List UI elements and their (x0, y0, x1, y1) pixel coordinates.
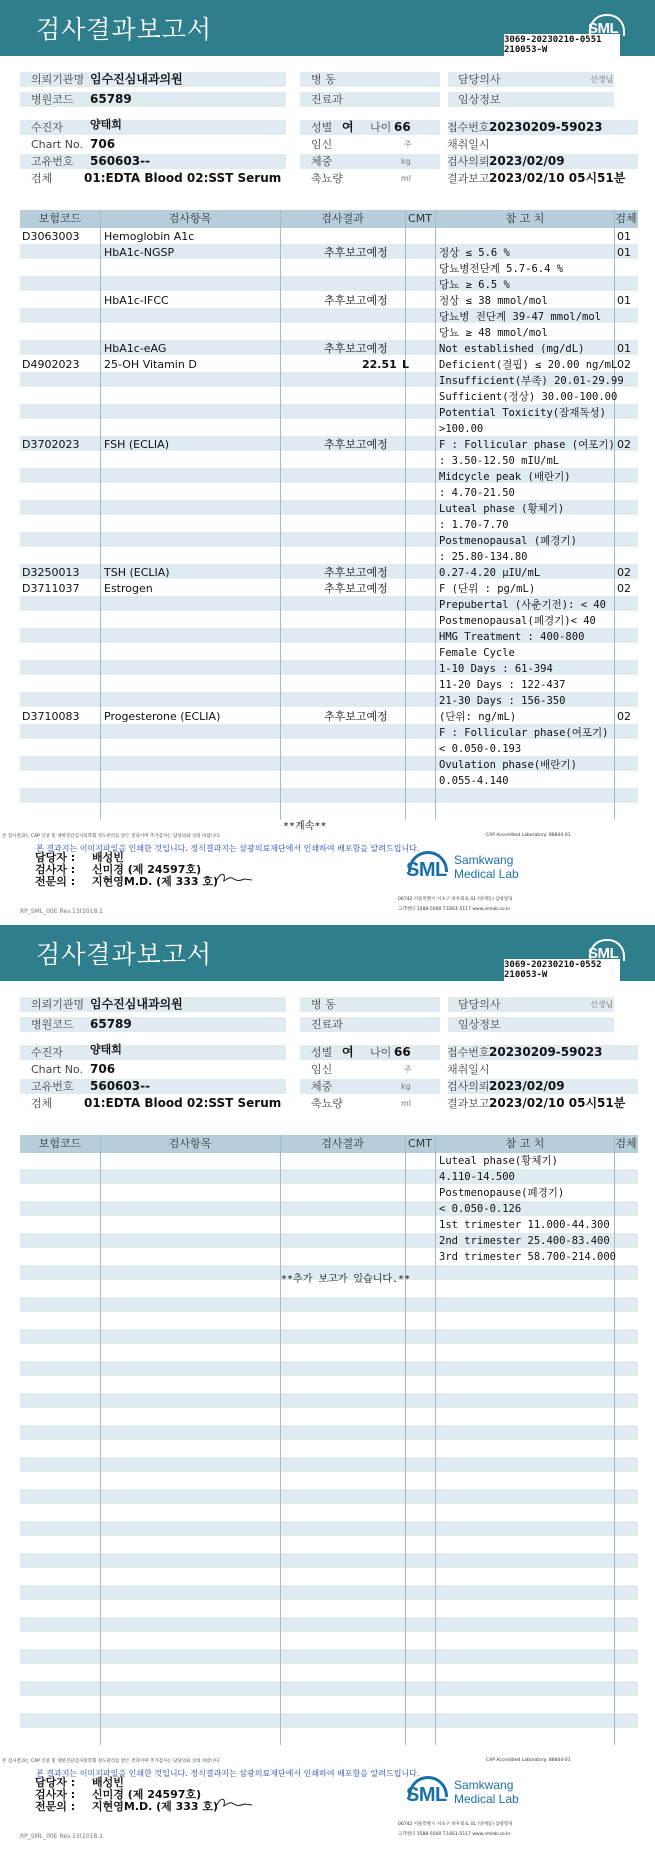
report-title: 검사결과보고서 (36, 940, 213, 969)
label-reg-no: 고유번호 (31, 1080, 74, 1093)
label-collect-time: 채취일시 (447, 138, 490, 151)
reference-range: Ovulation phase(배란기) (439, 759, 577, 771)
test-item-name: HbA1c-IFCC (104, 294, 169, 307)
test-item-name: Progesterone (ECLIA) (104, 710, 221, 723)
table-row-stripe (20, 1489, 638, 1504)
specialist-name: 지현영M.D. (제 333 호) (92, 875, 219, 888)
copy-notice: 본 결과지는 이미지파일을 인쇄한 것입니다. 정식결과지는 삼광의료재단에서 인쇄하여 배포함을 알려드립니다. (36, 844, 420, 853)
header-specimen: 검체 (615, 212, 637, 225)
reference-range: Postmenopausal(폐경기)< 40 (439, 615, 596, 627)
table-row-stripe (20, 1585, 638, 1600)
unit-ml: ml (401, 174, 412, 183)
table-row-stripe (20, 1393, 638, 1408)
copy-notice: 본 결과지는 이미지파일을 인쇄한 것입니다. 정식결과지는 삼광의료재단에서 인쇄하여 배포함을 알려드립니다. (36, 1769, 420, 1778)
reference-range: : 1.70-7.70 (439, 519, 509, 531)
test-result: 추후보고예정 (324, 710, 388, 723)
reporter-label: 담당자 : (35, 851, 76, 864)
value-sex: 여 (342, 120, 354, 134)
header-result: 검사결과 (321, 212, 364, 225)
header-result: 검사결과 (321, 1137, 364, 1150)
fine-print: 본 검사결과는 CAP 인증 및 대한진단검사의학회 정도관리를 받은 결과이며 추가검사는 담당의와 상의 바랍니다. (2, 1759, 221, 1764)
header-item: 검사항목 (168, 212, 212, 225)
lab-contact: 고객센터 1588-5000 T.1661-5117 www.smlab.co.kr (398, 1832, 511, 1837)
test-item-name: 25-OH Vitamin D (104, 358, 197, 371)
label-patient: 수진자 (31, 121, 63, 134)
reference-range: 당뇨 ≥ 6.5 % (439, 279, 510, 291)
insurance-code: D3063003 (22, 230, 80, 243)
insurance-code: D3710083 (22, 710, 80, 723)
doctor-suffix: 선생님 (590, 75, 614, 84)
table-row-stripe (20, 1553, 638, 1568)
table-row-stripe (20, 1361, 638, 1376)
lab-name-line-2: Medical Lab (454, 867, 519, 881)
cap-number: CAP Accredited Laboratory: 88844-01 (486, 1758, 571, 1763)
label-reg-no: 고유번호 (31, 155, 74, 168)
test-result: 추후보고예정 (324, 582, 388, 595)
inspector-name: 신미경 (제 24597호) (92, 863, 202, 876)
lab-name (454, 853, 519, 881)
table-row-stripe (20, 1457, 638, 1472)
table-row-stripe (20, 1169, 638, 1184)
value-specimen: 01:EDTA Blood 02:SST Serum (84, 171, 282, 185)
lab-contact: 고객센터 1588-5000 T.1661-5117 www.smlab.co.kr (398, 907, 511, 912)
sml-logo-text: SML (588, 945, 619, 962)
table-row-stripe (20, 1617, 638, 1632)
label-urine: 축뇨량 (311, 172, 343, 185)
value-request-date: 2023/02/09 (489, 154, 565, 168)
header-specimen: 검체 (615, 1137, 637, 1150)
label-collect-time: 채취일시 (447, 1063, 490, 1076)
header-code: 보험코드 (38, 212, 82, 225)
label-weight: 체중 (311, 1080, 333, 1093)
value-patient: 양태희 (90, 1043, 122, 1056)
inspector-name: 신미경 (제 24597호) (92, 1788, 202, 1801)
header-cmt: CMT (408, 212, 432, 225)
value-report-date: 2023/02/10 05시51분 (489, 171, 626, 185)
reporter-name: 배성빈 (92, 851, 124, 864)
lab-name-line-2: Medical Lab (454, 1792, 519, 1806)
reference-range: F (단위 : pg/mL) (439, 583, 536, 595)
report-page-2 (0, 925, 655, 1850)
table-row-stripe (20, 1425, 638, 1440)
value-request-date: 2023/02/09 (489, 1079, 565, 1093)
specialist-name: 지현영M.D. (제 333 호) (92, 1800, 219, 1813)
reference-range: F : Follicular phase (여포기) (439, 439, 615, 451)
reference-range: 4.110-14.500 (439, 1171, 515, 1183)
specialist-label: 전문의 : (35, 1800, 76, 1813)
value-age: 66 (394, 120, 411, 134)
sml-logo-text: SML (588, 20, 619, 37)
label-request-date: 검사의뢰 (447, 1080, 490, 1093)
header-item: 검사항목 (168, 1137, 212, 1150)
value-specimen: 01:EDTA Blood 02:SST Serum (84, 1096, 282, 1110)
reference-range: : 4.70-21.50 (439, 487, 515, 499)
column-divider (435, 1135, 436, 1745)
table-row-stripe (20, 276, 638, 291)
samkwang-logo-text: SML (406, 1784, 447, 1806)
label-institution: 의뢰기관명 (31, 73, 85, 86)
doctor-suffix: 선생님 (590, 1000, 614, 1009)
label-doctor: 담당의사 (458, 73, 501, 86)
label-clinical: 임상정보 (458, 93, 501, 106)
test-item-name: HbA1c-eAG (104, 342, 167, 355)
lab-address: 06742 서울특별시 서초구 바우뫼로 41 (양재동) 삼광빌딩 (398, 897, 513, 902)
insurance-code: D3702023 (22, 438, 80, 451)
label-pregnancy: 임신 (311, 138, 333, 151)
insurance-code: D4902023 (22, 358, 80, 371)
table-row-stripe (20, 1201, 638, 1216)
label-report-date: 결과보고 (447, 172, 490, 185)
document-number: 3069-20230210-0551 210053-W (504, 35, 602, 55)
test-result: 추후보고예정 (324, 438, 388, 451)
reference-range: Postmenopausal (폐경기) (439, 535, 577, 547)
reference-range: 0.055-4.140 (439, 775, 509, 787)
column-divider (280, 1135, 281, 1745)
continue-note: **계속** (283, 821, 327, 832)
value-institution: 임수진심내과의원 (90, 72, 183, 86)
reporter-label: 담당자 : (35, 1776, 76, 1789)
header-code: 보험코드 (38, 1137, 82, 1150)
test-item-name: HbA1c-NGSP (104, 246, 175, 259)
test-result: 추후보고예정 (324, 246, 388, 259)
specimen-code: 02 (617, 582, 631, 595)
reference-range: Postmenopause(폐경기) (439, 1187, 565, 1199)
column-divider (405, 1135, 406, 1745)
table-row-stripe (20, 1713, 638, 1728)
value-chart-no: 706 (90, 137, 116, 151)
test-item-name: FSH (ECLIA) (104, 438, 169, 451)
insurance-code: D3250013 (22, 566, 80, 579)
reference-range: 당뇨 ≥ 48 mmol/mol (439, 327, 548, 339)
reference-range: >100.00 (439, 423, 484, 435)
reference-range: 1-10 Days : 61-394 (439, 663, 553, 675)
table-row-stripe (20, 1329, 638, 1344)
value-age: 66 (394, 1045, 411, 1059)
label-age: 나이 (370, 121, 392, 134)
label-patient: 수진자 (31, 1046, 63, 1059)
value-receipt-no: 20230209-59023 (489, 1045, 603, 1059)
value-chart-no: 706 (90, 1062, 116, 1076)
lab-name-line-1: Samkwang (454, 853, 514, 867)
column-divider (100, 1135, 101, 1745)
label-pregnancy: 임신 (311, 1063, 333, 1076)
value-receipt-no: 20230209-59023 (489, 120, 603, 134)
reference-range: Insufficient(부족) 20.01-29.99 (439, 375, 624, 387)
reference-range: Luteal phase(황체기) (439, 1155, 558, 1167)
header-cmt: CMT (408, 1137, 432, 1150)
test-item-name: TSH (ECLIA) (104, 566, 170, 579)
document-number: 3069-20230210-0552 210053-W (504, 960, 602, 980)
reference-range: 정상 ≤ 5.6 % (439, 247, 510, 259)
lab-name (454, 1778, 519, 1806)
fine-print: 본 검사결과는 CAP 인증 및 대한진단검사의학회 정도관리를 받은 결과이며 추가검사는 담당의와 상의 바랍니다. (2, 834, 221, 839)
reference-range: 1st trimester 11.000-44.300 (439, 1219, 610, 1231)
reference-range: Not established (mg/dL) (439, 343, 585, 355)
samkwang-logo-text: SML (406, 859, 447, 881)
label-hospital-code: 병원코드 (31, 1018, 74, 1031)
insurance-code: D3711037 (22, 582, 80, 595)
column-divider (100, 210, 101, 820)
column-divider (280, 210, 281, 820)
specimen-code: 01 (617, 294, 631, 307)
header-ref: 참 고 치 (505, 1137, 545, 1150)
value-hospital-code: 65789 (90, 1017, 132, 1031)
reference-range: Potential Toxicity(잠재독성) (439, 407, 607, 419)
label-dept: 진료과 (311, 93, 343, 106)
specimen-code: 01 (617, 246, 631, 259)
cap-number: CAP Accredited Laboratory: 88844-01 (486, 833, 571, 838)
reference-range: Sufficient(정상) 30.00-100.00 (439, 391, 618, 403)
test-result: 추후보고예정 (324, 566, 388, 579)
inspector-label: 검사자 : (35, 1788, 76, 1801)
reference-range: 11-20 Days : 122-437 (439, 679, 566, 691)
form-number: RP_SML_00E Rev.13(2018.1 (20, 1833, 104, 1840)
lab-name-line-1: Samkwang (454, 1778, 514, 1792)
reference-range: Female Cycle (439, 647, 515, 659)
label-hospital-code: 병원코드 (31, 93, 74, 106)
value-report-date: 2023/02/10 05시51분 (489, 1096, 626, 1110)
specimen-code: 02 (617, 358, 631, 371)
unit-ml: ml (401, 1099, 412, 1108)
reference-range: Prepubertal (사춘기전): < 40 (439, 599, 607, 611)
label-receipt-no: 접수번호 (447, 121, 490, 134)
reference-range: 정상 ≤ 38 mmol/mol (439, 295, 548, 307)
label-weight: 체중 (311, 155, 333, 168)
reference-range: < 0.050-0.193 (439, 743, 522, 755)
specimen-code: 02 (617, 566, 631, 579)
table-row-stripe (20, 1297, 638, 1312)
table-row-stripe (20, 1681, 638, 1696)
report-title: 검사결과보고서 (36, 15, 213, 44)
value-sex: 여 (342, 1045, 354, 1059)
label-request-date: 검사의뢰 (447, 155, 490, 168)
specimen-code: 02 (617, 710, 631, 723)
label-institution: 의뢰기관명 (31, 998, 85, 1011)
unit-week: 주 (404, 140, 412, 149)
specimen-code: 01 (617, 342, 631, 355)
reference-range: 3rd trimester 58.700-214.000 (439, 1251, 617, 1263)
value-institution: 임수진심내과의원 (90, 997, 183, 1011)
test-result: 추후보고예정 (324, 294, 388, 307)
value-patient: 양태희 (90, 118, 122, 131)
label-clinical: 임상정보 (458, 1018, 501, 1031)
label-chart-no: Chart No. (31, 138, 83, 151)
unit-kg: kg (401, 157, 411, 166)
value-reg-no: 560603-- (90, 154, 151, 168)
sml-logo-icon (586, 14, 626, 42)
test-item-name: Estrogen (104, 582, 153, 595)
specimen-code: 01 (617, 230, 631, 243)
column-divider (614, 210, 615, 820)
reference-range: < 0.050-0.126 (439, 1203, 522, 1215)
inspector-label: 검사자 : (35, 863, 76, 876)
label-age: 나이 (370, 1046, 392, 1059)
reference-range: (단위: ng/mL) (439, 711, 517, 723)
value-reg-no: 560603-- (90, 1079, 151, 1093)
unit-kg: kg (401, 1082, 411, 1091)
reference-range: 21-30 Days : 156-350 (439, 695, 566, 707)
table-row-stripe (20, 1521, 638, 1536)
test-result: 22.51 (362, 358, 397, 371)
reference-range: F : Follicular phase(여포기) (439, 727, 609, 739)
table-row-stripe (20, 1649, 638, 1664)
header-ref: 참 고 치 (505, 212, 545, 225)
reference-range: : 3.50-12.50 mIU/mL (439, 455, 560, 467)
form-number: RP_SML_00E Rev.13(2018.1 (20, 908, 104, 915)
reference-range: 0.27-4.20 µIU/mL (439, 567, 541, 579)
reporter-name: 배성빈 (92, 1776, 124, 1789)
column-divider (405, 210, 406, 820)
label-ward: 병 동 (311, 73, 336, 86)
label-specimen: 검체 (31, 1097, 53, 1110)
label-urine: 축뇨량 (311, 1097, 343, 1110)
label-receipt-no: 접수번호 (447, 1046, 490, 1059)
result-flag: L (402, 358, 410, 371)
reference-range: Deficient(결핍) ≤ 20.00 ng/mL (439, 359, 618, 371)
table-row-stripe (20, 788, 638, 803)
label-sex: 성별 (311, 121, 333, 134)
reference-range: 당뇨병 전단계 39-47 mmol/mol (439, 311, 602, 323)
specialist-label: 전문의 : (35, 875, 76, 888)
reference-range: 당뇨병전단계 5.7-6.4 % (439, 263, 564, 275)
label-ward: 병 동 (311, 998, 336, 1011)
unit-week: 주 (404, 1065, 412, 1074)
sml-logo-icon (586, 939, 626, 967)
value-hospital-code: 65789 (90, 92, 132, 106)
reference-range: Midcycle peak (배란기) (439, 471, 571, 483)
label-chart-no: Chart No. (31, 1063, 83, 1076)
test-result: 추후보고예정 (324, 342, 388, 355)
column-divider (435, 210, 436, 820)
reference-range: : 25.80-134.80 (439, 551, 528, 563)
reference-range: HMG Treatment : 400-800 (439, 631, 585, 643)
label-specimen: 검체 (31, 172, 53, 185)
label-doctor: 담당의사 (458, 998, 501, 1011)
additional-report-note: **추가 보고가 있습니다.** (281, 1274, 411, 1285)
signature-icon (212, 870, 256, 886)
specimen-code: 02 (617, 438, 631, 451)
label-sex: 성별 (311, 1046, 333, 1059)
label-dept: 진료과 (311, 1018, 343, 1031)
lab-address: 06742 서울특별시 서초구 바우뫼로 41 (양재동) 삼광빌딩 (398, 1822, 513, 1827)
label-report-date: 결과보고 (447, 1097, 490, 1110)
column-divider (614, 1135, 615, 1745)
signature-icon (212, 1795, 256, 1811)
test-item-name: Hemoglobin A1c (104, 230, 195, 243)
reference-range: 2nd trimester 25.400-83.400 (439, 1235, 610, 1247)
reference-range: Luteal phase (황체기) (439, 503, 565, 515)
